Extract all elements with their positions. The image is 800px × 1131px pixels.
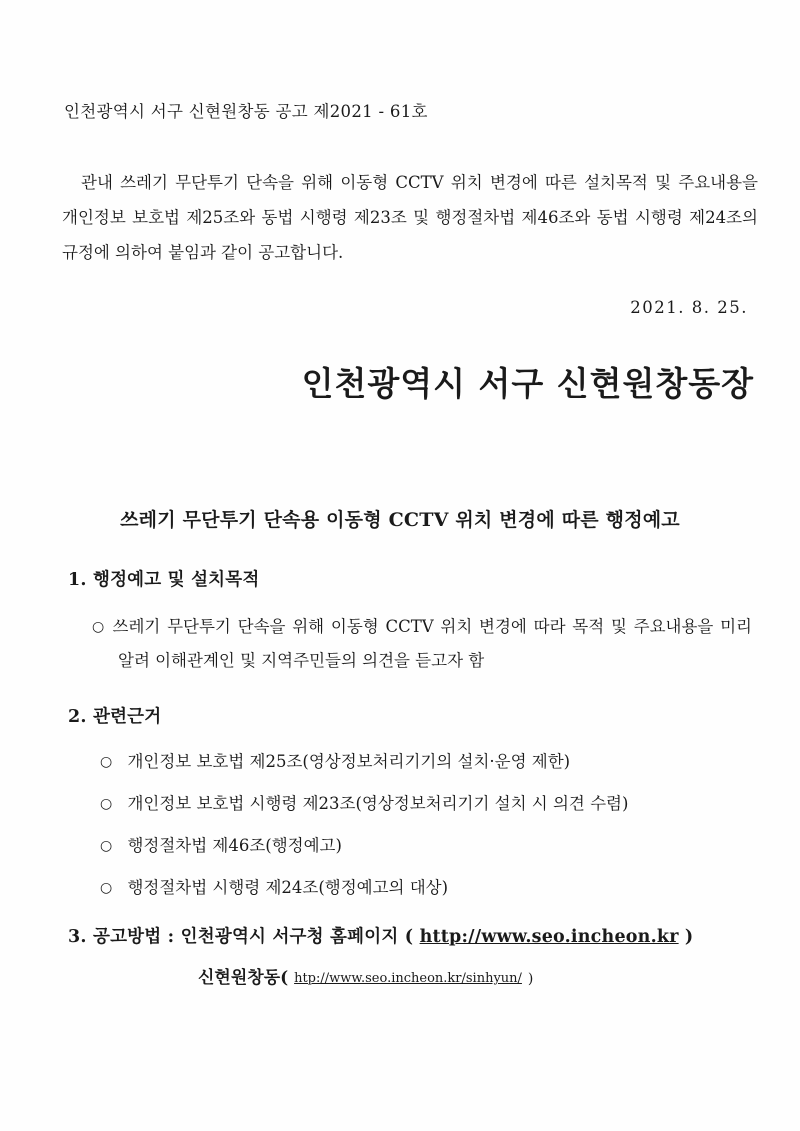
section-3-number: 3. — [68, 927, 87, 947]
list-item — [100, 745, 760, 779]
bullet-icon: ○ — [100, 754, 113, 770]
section-1-body — [92, 610, 752, 678]
section-2-number: 2. — [68, 707, 87, 727]
bullet-icon: ○ — [100, 796, 113, 812]
list-item — [100, 829, 760, 863]
section-1-heading — [68, 566, 260, 591]
bullet-icon: ○ — [100, 880, 113, 896]
list-item — [100, 871, 760, 905]
section-2-heading — [68, 703, 161, 728]
section-1-title: 행정예고 및 설치목적 — [92, 570, 260, 590]
intro-paragraph: 관내 쓰레기 무단투기 단속을 위해 이동형 CCTV 위치 변경에 따른 설치목적 및 주요내용을 개인정보 보호법 제25조와 동법 시행령 제23조 및 행정절차법 제46조와 동법 시행령 제24조의 규정에 의하여 붙임과 같이 공고합니다. — [62, 173, 758, 262]
section-2-list — [100, 745, 760, 913]
list-item — [100, 787, 760, 821]
sinhyun-link[interactable]: htp://www.seo.incheon.kr/sinhyun/ — [294, 971, 522, 986]
seo-incheon-link[interactable]: http://www.seo.incheon.kr — [419, 927, 679, 947]
section-3-title-tail: ) — [684, 927, 694, 947]
list-item-text: 개인정보 보호법 제25조(영상정보처리기기의 설치·운영 제한) — [127, 752, 571, 771]
bullet-icon: ○ — [92, 619, 106, 635]
bullet-icon: ○ — [100, 838, 113, 854]
section-1-number: 1. — [68, 570, 87, 590]
document-number: 인천광역시 서구 신현원창동 공고 제2021 - 61호 — [64, 102, 428, 121]
page-title: 쓰레기 무단투기 단속용 이동형 CCTV 위치 변경에 따른 행정예고 — [120, 509, 680, 531]
section-3-heading — [68, 923, 693, 948]
sub-tail: ) — [527, 971, 534, 987]
list-item-text: 행정절차법 제46조(행정예고) — [127, 836, 342, 855]
sub-label: 신현원창동( — [198, 968, 289, 988]
section-1-body-text: 쓰레기 무단투기 단속을 위해 이동형 CCTV 위치 변경에 따라 목적 및 주요내용을 미리 알려 이해관계인 및 지역주민들의 의견을 듣고자 함 — [112, 617, 752, 670]
list-item-text: 개인정보 보호법 시행령 제23조(영상정보처리기기 설치 시 의견 수렴) — [127, 794, 629, 813]
section-3-title: 공고방법 : 인천광역시 서구청 홈페이지 ( — [92, 927, 414, 947]
section-3-subline — [198, 963, 533, 988]
issuer-signature: 인천광역시 서구 신현원창동장 — [301, 364, 754, 403]
section-2-title: 관련근거 — [92, 707, 162, 727]
date-line: 2021. 8. 25. — [630, 298, 748, 317]
list-item-text: 행정절차법 시행령 제24조(행정예고의 대상) — [127, 878, 449, 897]
